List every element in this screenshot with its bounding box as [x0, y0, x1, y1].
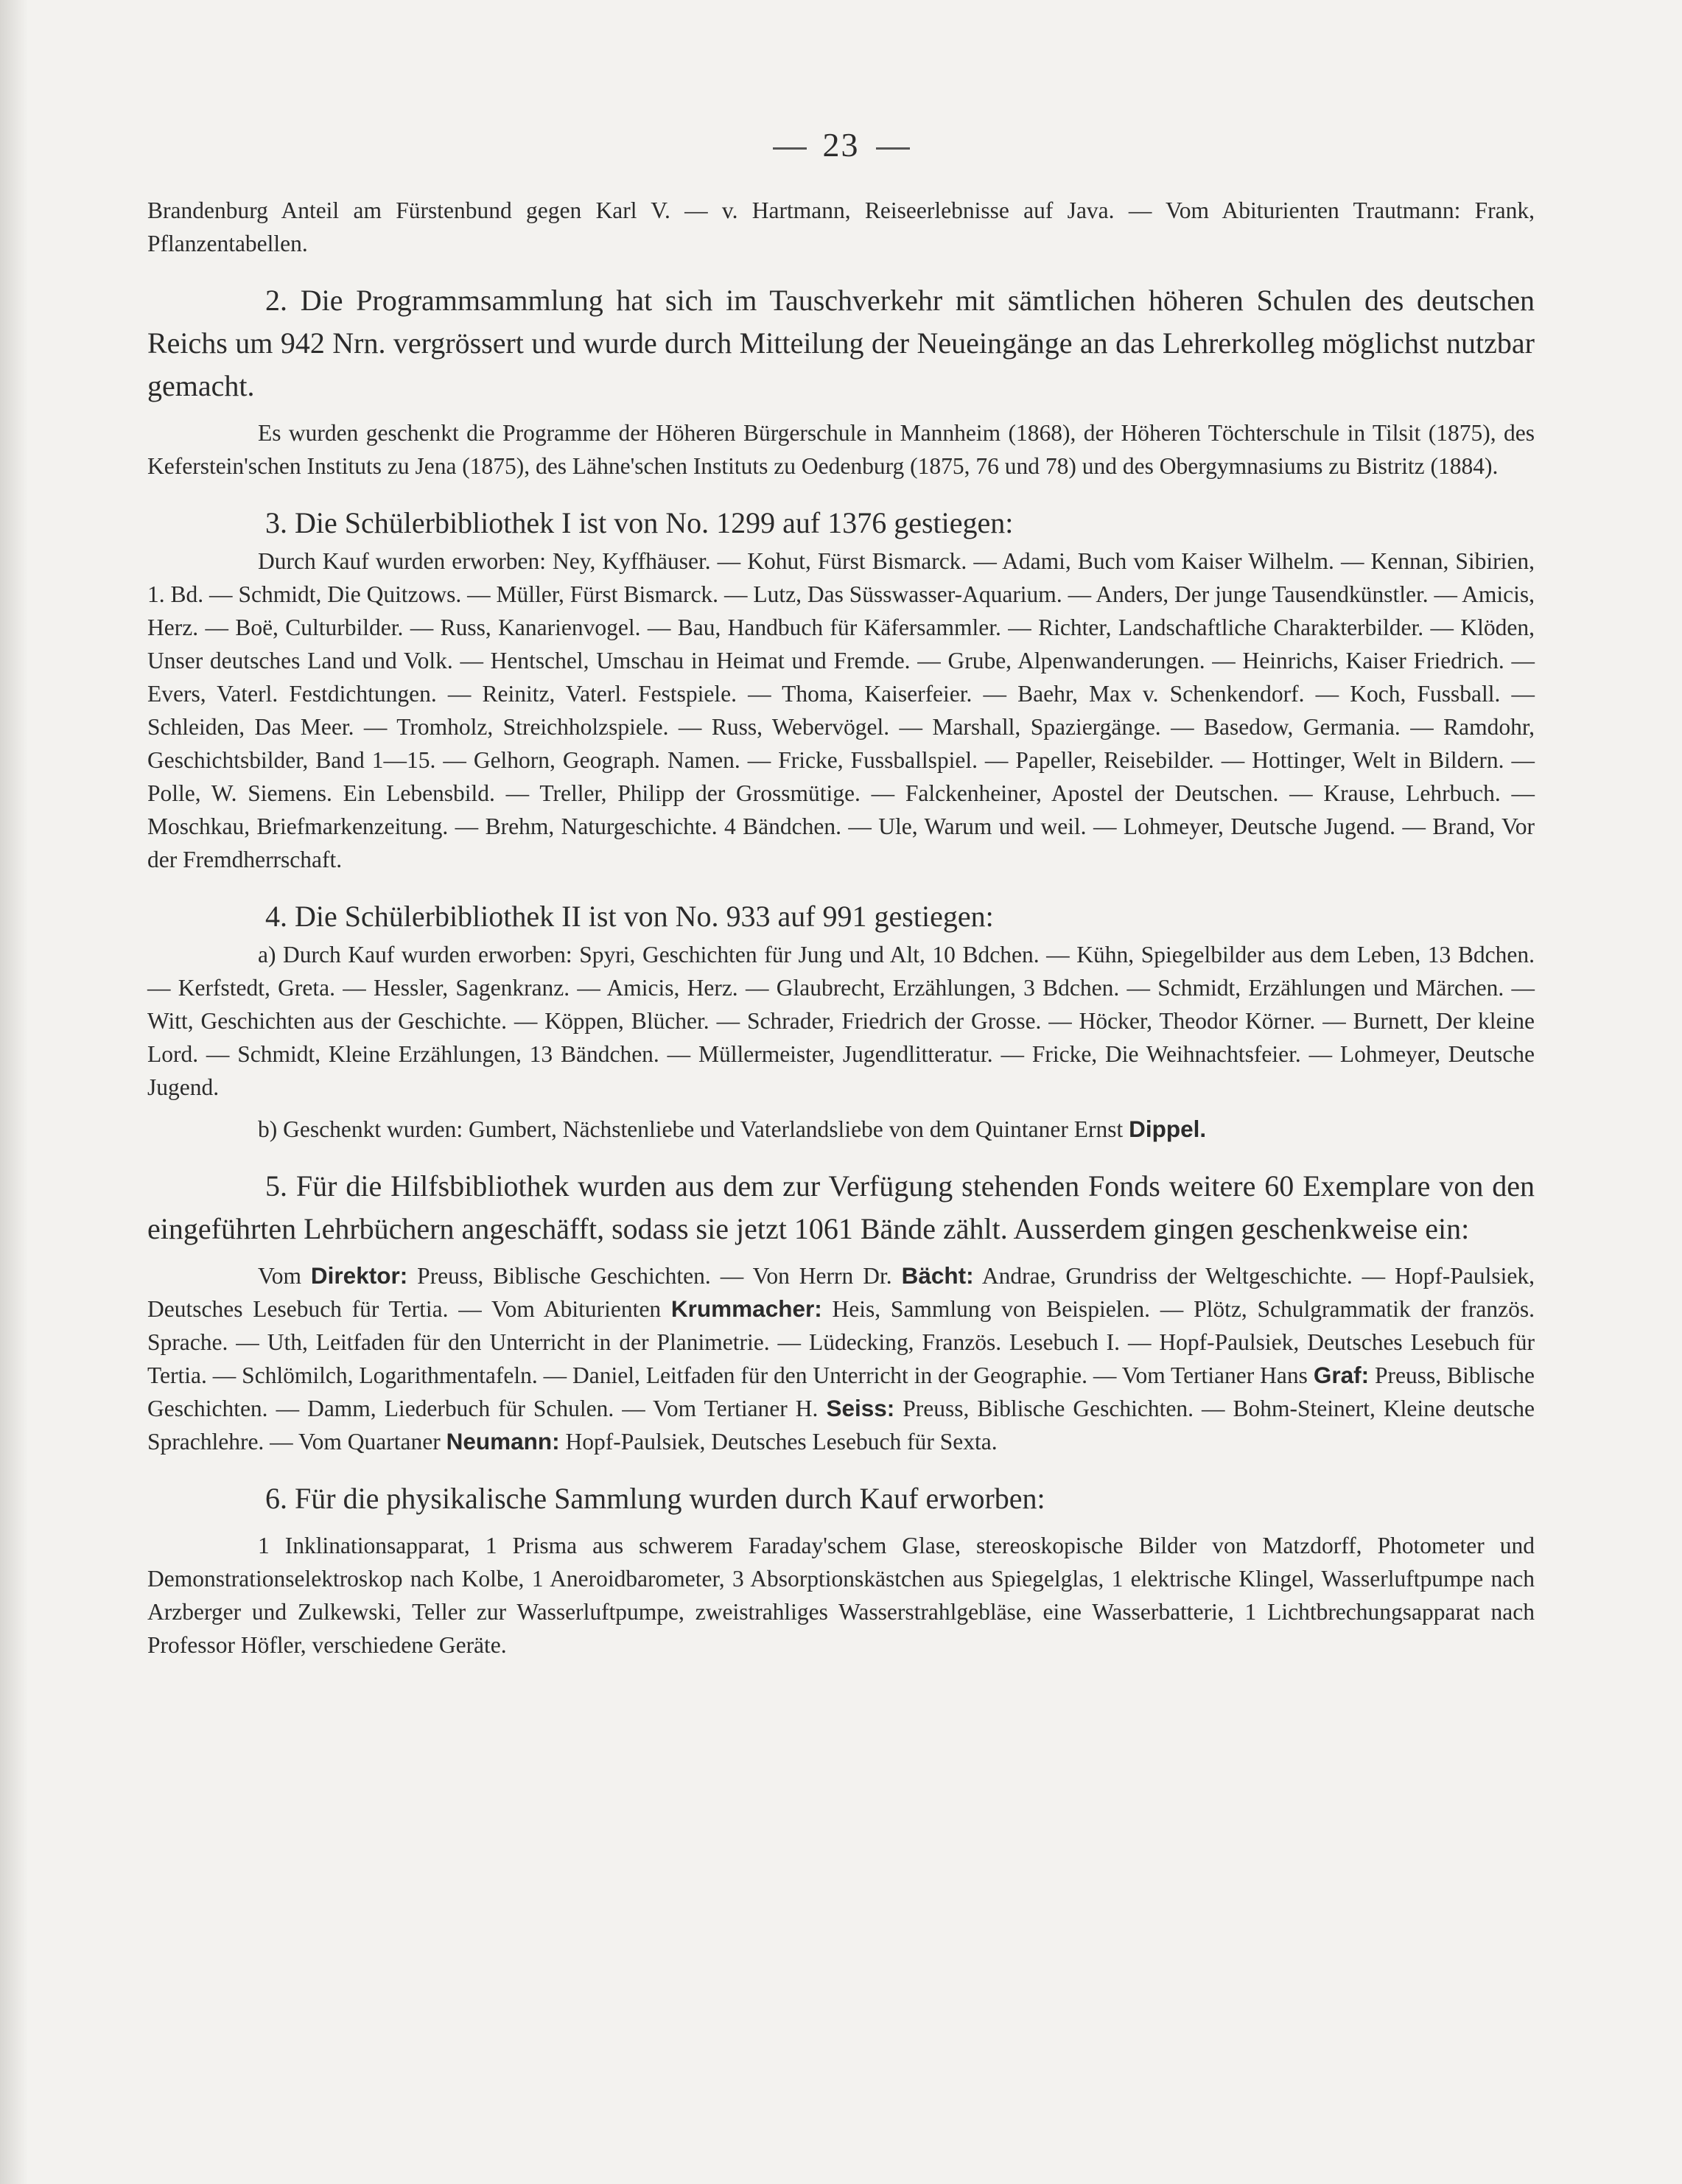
binding-shadow: [0, 0, 28, 2184]
section-5-text-3: Andrae, Grundriss der Weltgeschichte. — Hopf-Paulsiek, Deutsches Lesebuch für Tertia. — Vom Abiturienten: [147, 1263, 1535, 1322]
section-2-heading: 2. Die Programmsammlung hat sich im Tauschverkehr mit sämtlichen höheren Schulen des deutschen Reichs um 942 Nrn. vergrössert und wurde durch Mitteilung der Neueingänge an das Lehrerkolleg möglichst nutzbar gemacht.: [147, 284, 1535, 402]
section-5-text-7: Hopf-Paulsiek, Deutsches Lesebuch für Sexta.: [565, 1429, 998, 1455]
section-2-body: Es wurden geschenkt die Programme der Höheren Bürgerschule in Mannheim (1868), der Höheren Töchterschule in Tilsit (1875), des Keferstein'schen Instituts zu Jena (1875), des Lähne'schen Instituts zu Oedenburg (1875, 76 und 78) und des Obergymnasiums zu Bistritz (1884).: [147, 420, 1535, 479]
page-number-dash-right: [876, 147, 910, 150]
section-5-text-4: Heis, Sammlung von Beispielen. — Plötz, Schulgrammatik der französ. Sprache. — Uth, Leitfaden für den Unterricht in der Planimetrie. — Lüdecking, Französ. Lesebuch I. — Hopf-Paulsiek, Deutsches Lesebuch für Tertia. — Schlömilch, Logarithmentafeln. — Daniel, Leitfaden für den Unterricht in der Geographie. — Vom Tertianer Hans: [147, 1296, 1535, 1388]
page-number: [147, 125, 1535, 164]
section-4-part-b-text: b) Geschenkt wurden: Gumbert, Nächstenliebe und Vaterlandsliebe von dem Quintaner Ernst: [258, 1116, 1124, 1142]
section-6-heading: 6. Für die physikalische Sammlung wurden durch Kauf erworben:: [265, 1482, 1045, 1515]
section-5-text-6: Preuss, Biblische Geschichten. — Bohm-Steinert, Kleine deutsche Sprachlehre. — Vom Quartaner: [147, 1396, 1535, 1455]
section-3-body: Durch Kauf wurden erworben: Ney, Kyffhäuser. — Kohut, Fürst Bismarck. — Adami, Buch vom Kaiser Wilhelm. — Kennan, Sibirien, 1. Bd. — Schmidt, Die Quitzows. — Müller, Fürst Bismarck. — Lutz, Das Süsswasser-Aquarium. — Anders, Der junge Tausendkünstler. — Amicis, Herz. — Boë, Culturbilder. — Russ, Kanarienvogel. — Bau, Handbuch für Käfersammler. — Richter, Landschaftliche Charakterbilder. — Klöden, Unser deutsches Land und Volk. — Hentschel, Umschau in Heimat und Fremde. — Grube, Alpenwanderungen. — Heinrichs, Kaiser Friedrich. — Evers, Vaterl. Festdichtungen. — Reinitz, Vaterl. Festspiele. — Thoma, Kaiserfeier. — Baehr, Max v. Schenkendorf. — Koch, Fussball. — Schleiden, Das Meer. — Tromholz, Streichholzspiele. — Russ, Webervögel. — Marshall, Spaziergänge. — Basedow, Germania. — Ramdohr, Geschichtsbilder, Band 1—15. — Gelhorn, Geograph. Namen. — Fricke, Fussballspiel. — Papeller, Reisebilder. — Hottinger, Welt in Bildern. — Polle, W. Siemens. Ein Lebensbild. — Treller, Philipp der Grossmütige. — Falckenheiner, Apostel der Deutschen. — Krause, Lehrbuch. — Moschkau, Briefmarkenzeitung. — Brehm, Naturgeschichte. 4 Bändchen. — Ule, Warum und weil. — Lohmeyer, Deutsche Jugend. — Brand, Vor der Fremdherrschaft.: [147, 548, 1535, 872]
section-4-heading: 4. Die Schülerbibliothek II ist von No. 933 auf 991 gestiegen:: [265, 900, 994, 933]
section-4-part-b-name: Dippel.: [1129, 1116, 1207, 1142]
page-number-dash-left: [773, 147, 807, 150]
intro-paragraph: Brandenburg Anteil am Fürstenbund gegen Karl V. — v. Hartmann, Reiseerlebnisse auf Java. — Vom Abiturienten Trautmann: Frank, Pflanzentabellen.: [147, 197, 1535, 256]
section-5-text-5: Preuss, Biblische Geschichten. — Damm, Liederbuch für Schulen. — Vom Tertianer H.: [147, 1362, 1535, 1421]
section-4-part-a: a) Durch Kauf wurden erworben: Spyri, Geschichten für Jung und Alt, 10 Bdchen. — Kühn, Spiegelbilder aus dem Leben, 13 Bdchen. — Kerfstedt, Greta. — Hessler, Sagenkranz. — Amicis, Herz. — Glaubrecht, Erzählungen, 3 Bdchen. — Schmidt, Erzählungen und Märchen. — Witt, Geschichten aus der Geschichte. — Köppen, Blücher. — Schrader, Friedrich der Grosse. — Höcker, Theodor Körner. — Burnett, Der kleine Lord. — Schmidt, Kleine Erzählungen, 13 Bändchen. — Müllermeister, Jugendlitteratur. — Fricke, Die Weihnachtsfeier. — Lohmeyer, Deutsche Jugend.: [147, 942, 1535, 1100]
section-5-name-6: Neumann:: [446, 1428, 560, 1455]
section-5-name-3: Krummacher:: [670, 1295, 822, 1322]
section-4-part-b: [147, 1113, 1535, 1146]
section-5-name-2: Bächt:: [901, 1262, 974, 1289]
section-5-body: [147, 1259, 1535, 1458]
section-5-name-4: Graf:: [1313, 1362, 1370, 1388]
section-5-name-1: Direktor:: [310, 1262, 408, 1289]
section-5-text-1: Vom: [258, 1263, 301, 1289]
section-3-heading: 3. Die Schülerbibliothek I ist von No. 1299 auf 1376 gestiegen:: [265, 506, 1014, 539]
section-5-name-5: Seiss:: [826, 1395, 895, 1421]
section-6-body: 1 Inklinationsapparat, 1 Prisma aus schwerem Faraday'schem Glase, stereoskopische Bilder von Matzdorff, Photometer und Demonstrationselektroskop nach Kolbe, 1 Aneroidbarometer, 3 Absorptionskästchen aus Spiegelglas, 1 elektrische Klingel, Wasserluftpumpe nach Arzberger und Zulkewski, Teller zur Wasserluftpumpe, zweistrahliges Wasserstrahlgebläse, eine Wasserbatterie, 1 Lichtbrechungsapparat nach Professor Höfler, verschiedene Geräte.: [147, 1533, 1535, 1658]
page-number-text: 23: [822, 126, 860, 164]
section-5-text-2: Preuss, Biblische Geschichten. — Von Herrn Dr.: [417, 1263, 892, 1289]
section-5-heading: 5. Für die Hilfsbibliothek wurden aus dem zur Verfügung stehenden Fonds weitere 60 Exemplare von den eingeführten Lehrbüchern angeschäfft, sodass sie jetzt 1061 Bände zählt. Ausserdem gingen geschenkweise ein:: [147, 1169, 1535, 1245]
